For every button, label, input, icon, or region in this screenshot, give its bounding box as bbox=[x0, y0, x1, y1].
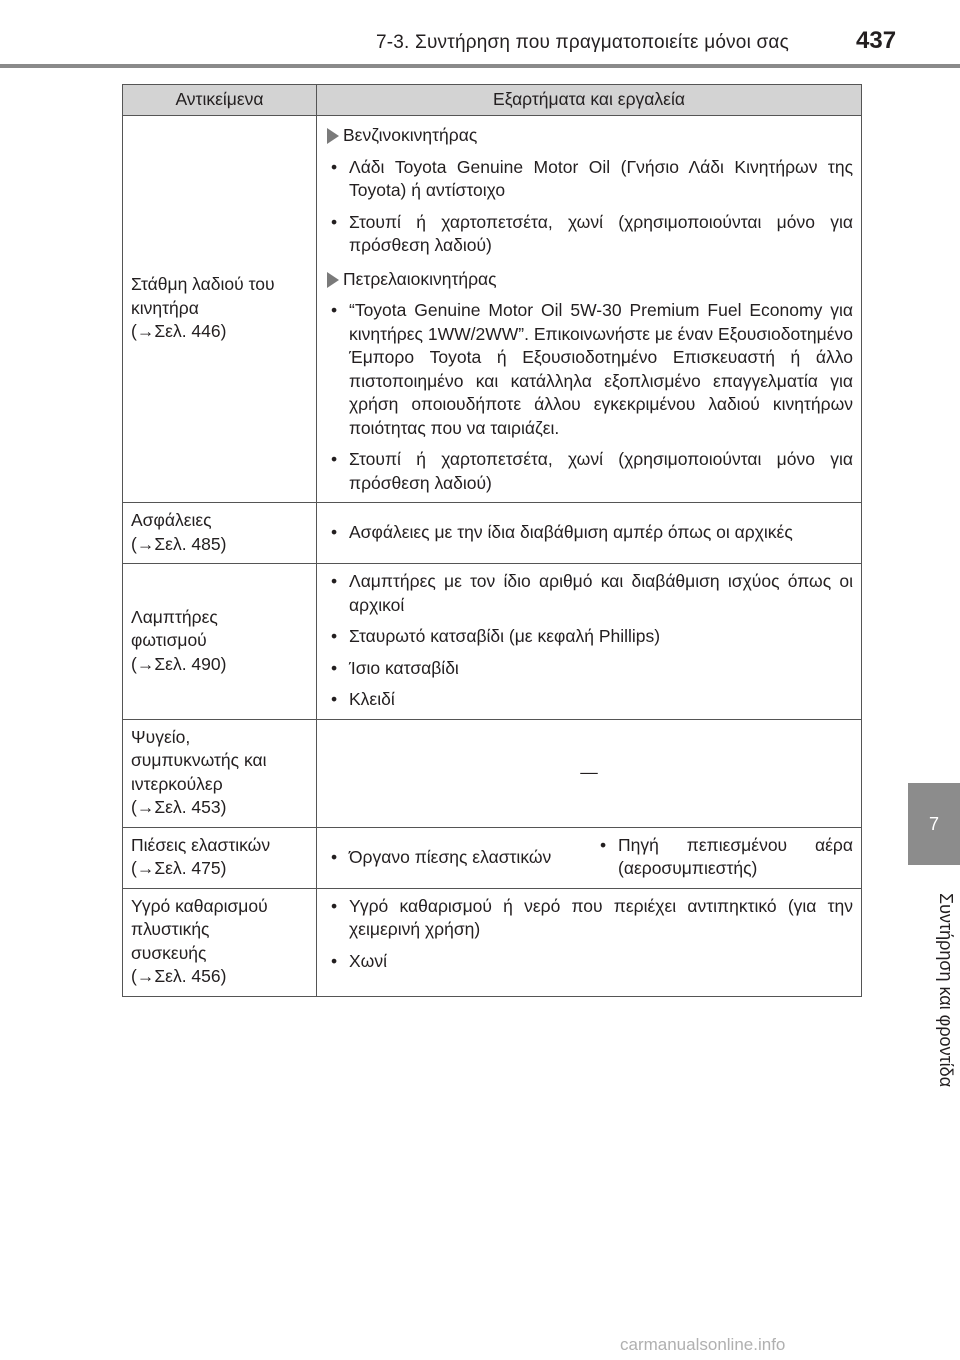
list-item: • Σταυρωτό κατσαβίδι (με κεφαλή Phillips) bbox=[331, 626, 661, 646]
item-cell bbox=[123, 116, 317, 503]
table-row bbox=[123, 564, 862, 720]
table-header-row bbox=[123, 85, 862, 116]
tools-cell bbox=[317, 116, 862, 503]
engine-heading bbox=[325, 268, 853, 292]
chapter-number: 7 bbox=[928, 813, 939, 834]
item-cell bbox=[123, 503, 317, 564]
list-item: • Όργανο πίεσης ελαστικών bbox=[331, 846, 552, 867]
list-item: • “Toyota Genuine Motor Oil 5W-30 Premium Fuel Economy για κινητήρες 1WW/2WW”. Επικοινωνήστε με έναν Εξουσιοδοτημένο Έμπορο Toyota ή Εξουσιοδοτημένο Επισκευαστή ή άλλο πιστοποιημένο και κατάλληλα εξοπλισμένο επαγγελματία για χρήση οποιουδήποτε άλλου εγκεκριμένου λαδιού κινητήρων ποιότητας που να ταιριάζει. bbox=[331, 300, 853, 438]
engine-label: Πετρελαιοκινητήρας bbox=[343, 268, 497, 289]
item-line: (→Σελ. 453) bbox=[131, 797, 227, 817]
engine-heading bbox=[325, 124, 853, 148]
tools-cell bbox=[317, 827, 862, 888]
item-line: Ασφάλειες bbox=[131, 510, 212, 530]
table-row bbox=[123, 719, 862, 827]
header-divider bbox=[0, 64, 960, 68]
table-row bbox=[123, 888, 862, 996]
item-line: (→Σελ. 490) bbox=[131, 653, 227, 674]
item-line: Πιέσεις ελαστικών bbox=[131, 834, 271, 855]
tools-cell bbox=[317, 503, 862, 564]
list-item: • Ίσιο κατσαβίδι bbox=[331, 657, 459, 678]
list-item: • Λάδι Toyota Genuine Motor Oil (Γνήσιο Λάδι Κινητήρων της Toyota) ή αντίστοιχο bbox=[331, 156, 853, 200]
item-line: Υγρό καθαρισμού bbox=[131, 895, 268, 916]
item-line: (→Σελ. 485) bbox=[131, 533, 227, 554]
tools-cell bbox=[317, 719, 862, 827]
chapter-tab[interactable] bbox=[908, 783, 960, 865]
column-header-items: Αντικείμενα bbox=[123, 85, 317, 116]
list-item: • Στουπί ή χαρτοπετσέτα, χωνί (χρησιμοποιούνται μόνο για πρόσθεση λαδιού) bbox=[331, 211, 853, 255]
item-line: Στάθμη λαδιού του bbox=[131, 274, 275, 295]
table-row bbox=[123, 827, 862, 888]
section-title: 7-3. Συντήρηση που πραγματοποιείτε μόνοι σας bbox=[376, 32, 789, 53]
column-header-tools: Εξαρτήματα και εργαλεία bbox=[317, 85, 862, 116]
items-table bbox=[122, 84, 862, 997]
tools-cell bbox=[317, 564, 862, 720]
item-line: φωτισμού bbox=[131, 630, 207, 650]
item-line: (→Σελ. 475) bbox=[131, 858, 227, 878]
item-line: πλυστικής bbox=[131, 919, 210, 939]
triangle-marker-icon bbox=[327, 272, 339, 288]
engine-label: Βενζινοκινητήρας bbox=[343, 125, 478, 145]
empty-dash: — bbox=[580, 761, 598, 782]
page-number: 437 bbox=[856, 27, 897, 54]
list-item: • Λαμπτήρες με τον ίδιο αριθμό και διαβάθμιση ισχύος όπως οι αρχικοί bbox=[331, 571, 853, 615]
chapter-label: Συντήρηση και φροντίδα bbox=[936, 892, 956, 1088]
table-row bbox=[123, 503, 862, 564]
list-item: • Υγρό καθαρισμού ή νερό που περιέχει αντιπηκτικό (για την χειμερινή χρήση) bbox=[331, 895, 853, 939]
item-line: (→Σελ. 446) bbox=[131, 321, 227, 342]
table-row bbox=[123, 116, 862, 503]
item-cell bbox=[123, 719, 317, 827]
list-item: • Ασφάλειες με την ίδια διαβάθμιση αμπέρ όπως οι αρχικές bbox=[331, 521, 793, 542]
list-item: • Πηγή πεπιεσμένου αέρα (αεροσυμπιεστής) bbox=[600, 834, 853, 878]
item-line: κινητήρα bbox=[131, 297, 199, 318]
list-item: • Στουπί ή χαρτοπετσέτα, χωνί (χρησιμοποιούνται μόνο για πρόσθεση λαδιού) bbox=[331, 449, 853, 493]
triangle-marker-icon bbox=[327, 128, 339, 144]
item-line: ιντερκούλερ bbox=[131, 773, 223, 794]
item-cell bbox=[123, 827, 317, 888]
item-cell bbox=[123, 564, 317, 720]
list-item: • Κλειδί bbox=[331, 689, 395, 709]
item-line: συσκευής bbox=[131, 942, 207, 963]
item-line: Λαμπτήρες bbox=[131, 606, 218, 627]
watermark: carmanualsonline.info bbox=[620, 1335, 786, 1354]
item-cell bbox=[123, 888, 317, 996]
list-item: • Χωνί bbox=[331, 950, 387, 971]
item-line: (→Σελ. 456) bbox=[131, 966, 227, 986]
item-line: συμπυκνωτής και bbox=[131, 750, 267, 770]
tools-cell bbox=[317, 888, 862, 996]
item-line: Ψυγείο, bbox=[131, 726, 191, 747]
